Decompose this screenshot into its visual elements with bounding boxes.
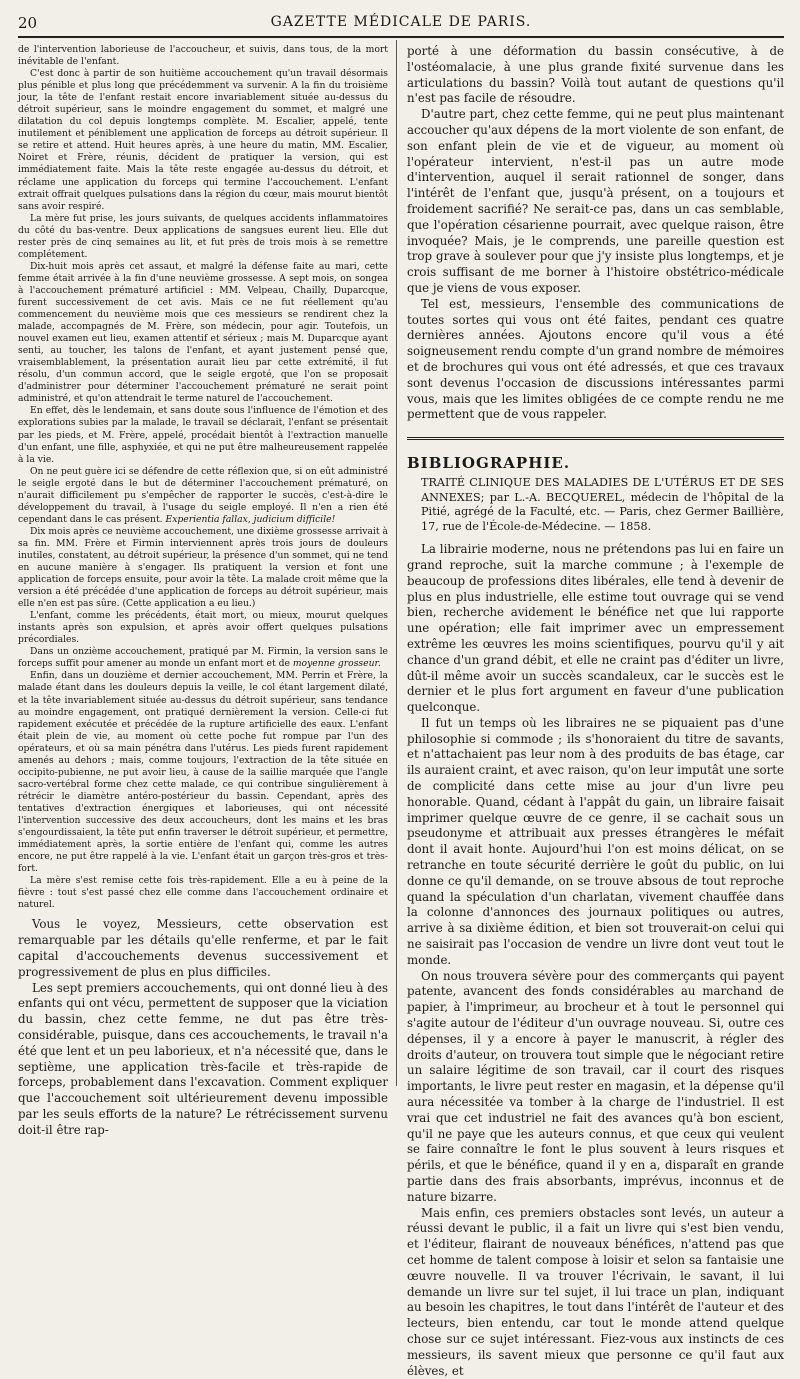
paragraph: Dix mois après ce neuvième accouchement, une dixième grossesse arrivait à sa fin. MM. Frère et Firmin interviennent après trois jours de douleurs inutiles, constatent, au détroit supérieur, la présence d'un sommet, qui ne tend en aucune manière à s'engager. Ils pratiquent la version et font une application de forceps ensuite, pour avoir la tête. La malade croit même que la version a été précédée d'une application de forceps au détroit supérieur, mais elle n'en est pas sûre. (Cette application a eu lieu.)	[18, 525, 388, 610]
commentary-text	[18, 917, 388, 1138]
italic-phrase: moyenne grosseur.	[292, 658, 381, 670]
paragraph-text: On ne peut guère ici se défendre de cette réflexion que, si on eût administré le seigle ergoté dans le but de déterminer l'accouchement prématuré, on n'aurait difficilement pu s'empêcher de rapporter le succès, c'est-à-dire le développement du travail, à l'usage du seigle employé. Il n'en a rien été cependant dans le cas présent.	[18, 465, 388, 525]
paragraph: En effet, dès le lendemain, et sans doute sous l'influence de l'émotion et des explorations subies par la malade, le travail se déclarait, l'enfant se présentait par les pieds, et M. Frère, appelé, procédait bientôt à l'extraction manuelle d'un enfant, une fille, asphyxiée, et qui ne put être malheureusement rappelée à la vie.	[18, 405, 388, 465]
paragraph-text: Dans un onzième accouchement, pratiqué par M. Firmin, la version sans le forceps suffit pour amener au monde un enfant mort et de	[18, 646, 388, 670]
paragraph: Dix-huit mois après cet assaut, et malgré la défense faite au mari, cette femme était arrivée à la fin d'une neuvième grossesse. A sept mois, on songea à l'accouchement prématuré artificiel : MM. Velpeau, Chailly, Duparcque, furent successivement de cet avis. Mais ce ne fut réellement qu'au commencement du neuvième mois que ces messieurs se rendirent chez la malade, accompagnés de M. Frère, son médecin, pour agir. Toutefois, un nouvel examen eut lieu, examen attentif et sérieux ; mais M. Duparcque ayant senti, au toucher, les talons de l'enfant, et ayant justement pensé que, vraisemblablement, la présentation aurait lieu par cette extrémité, il fut résolu, d'un commun accord, que le seigle ergoté, que l'on se proposait d'administrer pour déterminer l'accouchement prématuré ne serait point administré, et qu'on attendrait le terme naturel de l'accouchement.	[18, 260, 388, 405]
paragraph: La mère fut prise, les jours suivants, de quelques accidents inflammatoires du côté du bas-ventre. Deux applications de sangsues eurent lieu. Elle dut rester près de cinq semaines au lit, et fut près de trois mois à se remettre complétement.	[18, 212, 388, 260]
paragraph: Il fut un temps où les libraires ne se piquaient pas d'une philosophie si commode ; ils s'honoraient du titre de savants, et n'attachaient pas leur nom à des produits de bas étage, car ils auraient craint, et avec raison, qu'on leur imputât une sorte de complicité dans cette mise au jour d'un livre peu honorable. Quand, cédant à l'appât du gain, un libraire faisait imprimer quelque œuvre de ce genre, il se cachait sous un pseudonyme et attribuait aux presses étrangères le méfait dont il avait honte. Aujourd'hui l'on est moins délicat, on se retranche en toute sécurité derrière le goût du public, on lui donne ce qu'il demande, on se trouve absous de tout reproche quand la spéculation d'un charlatan, vivement chauffée dans la colonne d'annonces des journaux politiques ou autres, arrive à sa dixième édition, et bien sot trouverait-on celui qui ne saisirait pas l'occasion de vendre un livre dont veut tout le monde.	[407, 715, 784, 967]
paragraph: Vous le voyez, Messieurs, cette observation est remarquable par les détails qu'elle renferme, et par le fait capital d'accouchements devenus successivement et progressivement de plus en plus difficiles.	[18, 917, 388, 979]
paragraph: L'enfant, comme les précédents, était mort, ou mieux, mourut quelques instants après son expulsion, et après avoir offert quelques pulsations précordiales.	[18, 610, 388, 646]
page-number: 20	[18, 14, 38, 32]
journal-title: GAZETTE MÉDICALE DE PARIS.	[270, 14, 532, 30]
observation-text	[18, 44, 388, 911]
paragraph: de l'intervention laborieuse de l'accoucheur, et suivis, dans tous, de la mort inévitable de l'enfant.	[18, 44, 388, 68]
header-rule	[18, 36, 784, 38]
bibliography-reference: TRAITÉ CLINIQUE DES MALADIES DE L'UTÉRUS ET DE SES ANNEXES; par L.-A. BECQUEREL, médecin de l'hôpital de la Pitié, agrégé de la Faculté, etc. — Paris, chez Germer Baillière, 17, rue de l'École-de-Médecine. — 1858.	[421, 476, 784, 533]
paragraph: Mais enfin, ces premiers obstacles sont levés, un auteur a réussi devant le public, il a fait un livre qui s'est bien vendu, et l'éditeur, flairant de nouveaux bénéfices, n'attend pas que cet homme de talent compose à loisir et selon sa fantaisie une œuvre nouvelle. Il va trouver l'écrivain, le savant, il lui demande un livre sur tel sujet, il lui trace un plan, indiquant au besoin les chapitres, le tout dans l'intérêt de l'auteur et des lecteurs, bien entendu, car tout le monde attend quelque chose sur ce sujet intéressant. Fiez-vous aux instincts de ces messieurs, ils savent mieux que personne ce qu'il faut aux élèves, et	[407, 1205, 784, 1378]
continued-text	[407, 44, 784, 423]
paragraph: La librairie moderne, nous ne prétendons pas lui en faire un grand reproche, suit la marche commune ; à l'exemple de beaucoup de professions dites libérales, elle tend à devenir de plus en plus industrielle, elle estime tout ouvrage qui se vend bien, recherche avidement le bénéfice net que lui rapporte une opération; elle fait imprimer avec un empressement extrême les œuvres les moins scientifiques, pourvu qu'il y ait chance d'un grand débit, et elle ne craint pas d'éditer un livre, dût-il même avoir un succès scandaleux, car le succès est le dernier et le plus fort argument en faveur d'une publication quelconque.	[407, 542, 784, 715]
bibliography-text	[407, 542, 784, 1379]
paragraph	[18, 646, 388, 670]
paragraph: On nous trouvera sévère pour des commerçants qui payent patente, avancent des fonds considérables au marchand de papier, à l'imprimeur, au brocheur et à tout le personnel qui s'agite autour de l'éditeur d'un ouvrage nouveau. Si, outre ces dépenses, il y a encore à payer le manuscrit, à régler des droits d'auteur, on trouvera tout simple que le négociant retire un salaire légitime de son travail, car il court des risques importants, le livre peut rester en magasin, et la dépense qu'il aura nécessitée va tomber à la charge de l'industriel. Il est vrai que cet industriel ne fait des avances qu'à bon escient, qu'il ne paye que les auteurs connus, et que ceux qui veulent se faire connaître le font le plus souvent à leurs risques et périls, et que le bénéfice, quand il y en a, disparaît en grande partie dans des frais absorbants, imprévus, inconnus et de nature bizarre.	[407, 968, 784, 1204]
latin-quote: Experientia fallax, judicium difficile!	[165, 513, 336, 525]
column-separator	[396, 40, 397, 1086]
paragraph: Tel est, messieurs, l'ensemble des communications de toutes sortes qui vous ont été faites, pendant ces quatre dernières années. Ajoutons encore qu'il vous a été soigneusement rendu compte d'un grand nombre de mémoires et de brochures qui vous ont été adressés, et que ces travaux sont devenus l'occasion de discussions intéressantes parmi vous, mais que les limites obligées de ce compte rendu ne me permettent que de vous rappeler.	[407, 296, 784, 422]
paragraph: D'autre part, chez cette femme, qui ne peut plus maintenant accoucher qu'aux dépens de la mort violente de son enfant, de son enfant plein de vie et de vigueur, au moment où l'opérateur intervient, n'est-il pas un autre mode d'intervention, auquel il serait rationnel de songer, dans l'intérêt de l'enfant que, jusqu'à présent, on a toujours et froidement sacrifié? Ne serait-ce pas, dans un cas semblable, que l'opération césarienne pourrait, avec quelque raison, être invoquée? Mais, je le comprends, une pareille question est trop grave à soulever pour que j'y insiste plus longtemps, et je crois suffisant de me borner à l'histoire obstétrico-médicale que je viens de vous exposer.	[407, 107, 784, 295]
paragraph: C'est donc à partir de son huitième accouchement qu'un travail désormais plus pénible et plus long que précédemment va survenir. A la fin du troisième jour, la tête de l'enfant restait encore invariablement située au-dessus du détroit supérieur, sans le moindre engagement du sommet, et malgré une dilatation du col depuis longtemps complète. M. Escalier, appelé, tente inutilement et péniblement une application de forceps au détroit supérieur. Il se retire et attend. Huit heures après, à une heure du matin, MM. Escalier, Noiret et Frère, réunis, décident de pratiquer la version, qui est immédiatement faite. Mais la tête reste engagée au-dessus du détroit, et réclame une application du forceps qui termine l'accouchement. L'enfant extrait offrait quelques pulsations dans la région du cœur, mais mourut bientôt sans avoir respiré.	[18, 68, 388, 212]
paragraph: Les sept premiers accouchements, qui ont donné lieu à des enfants qui ont vécu, permettent de supposer que la viciation du bassin, chez cette femme, ne dut pas être très-considérable, puisque, dans ces accouchements, le travail n'a été que lent et un peu laborieux, et n'a nécessité que, dans le septième, une application très-facile et très-rapide de forceps, probablement dans l'excavation. Comment expliquer que l'accouchement soit ultérieurement devenu impossible par les seuls efforts de la nature? Le rétrécissement survenu doit-il être rap-	[18, 980, 388, 1137]
page-header	[18, 12, 784, 38]
paragraph: La mère s'est remise cette fois très-rapidement. Elle a eu à peine de la fièvre : tout s'est passé chez elle comme dans l'accouchement ordinaire et naturel.	[18, 875, 388, 911]
right-column	[407, 44, 784, 1378]
section-divider	[407, 437, 784, 440]
bibliography-heading: BIBLIOGRAPHIE.	[407, 454, 571, 473]
paragraph: Enfin, dans un douzième et dernier accouchement, MM. Perrin et Frère, la malade étant dans les douleurs depuis la veille, le col étant largement dilaté, et la tête invariablement située au-dessus du détroit supérieur, sans tendance au moindre engagement, ont pratiqué dernièrement la version. Celle-ci fut rapidement exécutée et précédée de la rupture artificielle des eaux. L'enfant était plein de vie, au moment où cette poche fut rompue par l'un des opérateurs, et où sa main pénétra dans l'utérus. Les pieds furent rapidement amenés au dehors ; mais, comme toujours, l'extraction de la tête située en occipito-pubienne, ne put avoir lieu, à cause de la saillie marquée que l'angle sacro-vertébral forme chez cette malade, ce qui contribue singulièrement à rétrécir le diamètre antéro-postérieur du bassin. Cependant, après des tentatives d'extraction énergiques et laborieuses, qui ont nécessité l'intervention successive des deux accoucheurs, dont les mains et les bras s'engourdissaient, la tête put enfin traverser le détroit supérieur, et permettre, immédiatement après, la sortie entière de l'enfant qui, comme les autres encore, ne put être rappelé à la vie. L'enfant était un garçon très-gros et très-fort.	[18, 670, 388, 875]
paragraph	[18, 466, 388, 526]
left-column	[18, 44, 388, 1137]
paragraph: porté à une déformation du bassin consécutive, à de l'ostéomalacie, à une plus grande fixité survenue dans les articulations du bassin? Voilà tout autant de questions qu'il n'est pas facile de résoudre.	[407, 44, 784, 106]
